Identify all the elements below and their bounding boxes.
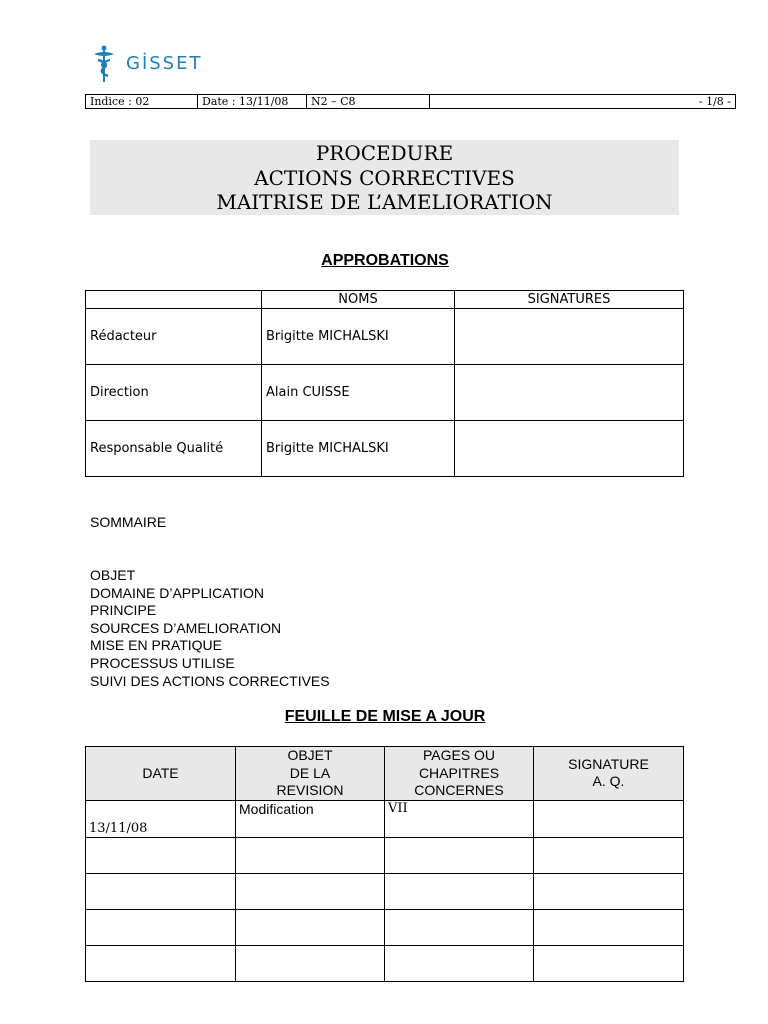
objet-cell: Modification [236,800,385,837]
header-line: SIGNATURE [568,755,649,772]
role-cell: Responsable Qualité [86,421,262,477]
sommaire-item: DOMAINE D’APPLICATION [90,584,264,601]
title-line-1: PROCEDURE [315,141,454,165]
header-line: DE LA [289,764,331,781]
column-header-objet [236,747,385,801]
empty-cell [385,837,534,873]
header-line: OBJET [287,747,333,763]
name-cell: Alain CUISSE [262,365,455,421]
document-header-table [85,94,736,109]
table-row [86,365,684,421]
sommaire-item: MISE EN PRATIQUE [90,637,222,654]
name-cell: Brigitte MICHALSKI [262,421,455,477]
indice-cell: Indice : 02 [86,95,198,109]
empty-cell [236,873,385,909]
pages-cell: VII [385,800,534,837]
table-row [86,945,684,981]
role-cell: Direction [86,365,262,421]
sommaire-item: OBJET [90,567,136,583]
empty-cell [236,945,385,981]
column-header-signature [534,747,684,801]
approbations-heading: APPROBATIONS [321,252,449,269]
reference-cell: N2 – C8 [307,95,430,109]
sommaire-item: SOURCES D’AMELIORATION [90,619,282,636]
title-line-2: ACTIONS CORRECTIVES [254,165,515,190]
empty-cell [534,945,684,981]
empty-cell [236,909,385,945]
update-sheet-table [85,746,684,982]
empty-cell [385,909,534,945]
column-header [86,291,262,309]
table-row [86,909,684,945]
signature-cell [455,309,684,365]
role-cell: Rédacteur [86,309,262,365]
empty-cell [236,837,385,873]
empty-cell [86,909,236,945]
caduceus-logo-icon [88,44,118,84]
empty-cell [385,873,534,909]
empty-cell [534,909,684,945]
header-line: PAGES OU [422,747,496,763]
sommaire-title: SOMMAIRE [90,514,167,530]
approbations-table [85,290,684,477]
logo-text: GİSSET [126,53,203,74]
empty-cell [385,945,534,981]
header-line: A. Q. [592,773,625,790]
empty-cell [86,945,236,981]
column-header-noms: NOMS [262,291,455,309]
feuille-heading: FEUILLE DE MISE A JOUR [284,708,486,725]
header-line: DATE [142,764,179,781]
document-title [90,140,679,215]
column-header-date [86,747,236,801]
date-cell: Date : 13/11/08 [198,95,307,109]
signature-cell [455,421,684,477]
table-row [86,421,684,477]
table-header-row [86,747,684,801]
empty-cell [534,873,684,909]
table-row [86,800,684,837]
signature-cell [455,365,684,421]
gisset-logo [88,44,238,84]
column-header-pages [385,747,534,801]
table-row [86,873,684,909]
column-header-signatures: SIGNATURES [455,291,684,309]
header-line: CONCERNES [414,782,504,798]
table-row [86,309,684,365]
sommaire-item: PROCESSUS UTILISE [90,654,235,671]
table-header-row [86,291,684,309]
title-line-3: MAITRISE DE L’AMELIORATION [216,190,553,214]
sommaire-item: PRINCIPE [90,602,157,619]
empty-cell [534,837,684,873]
name-cell: Brigitte MICHALSKI [262,309,455,365]
empty-cell [86,873,236,909]
sommaire-item: SUIVI DES ACTIONS CORRECTIVES [90,672,330,689]
sommaire-list [90,567,330,690]
empty-cell [86,837,236,873]
signature-cell [534,800,684,837]
table-row [86,837,684,873]
date-cell: 13/11/08 [86,800,236,837]
page-number-cell: - 1/8 - [430,95,736,109]
header-line: REVISION [276,782,344,798]
header-line: CHAPITRES [418,764,500,781]
